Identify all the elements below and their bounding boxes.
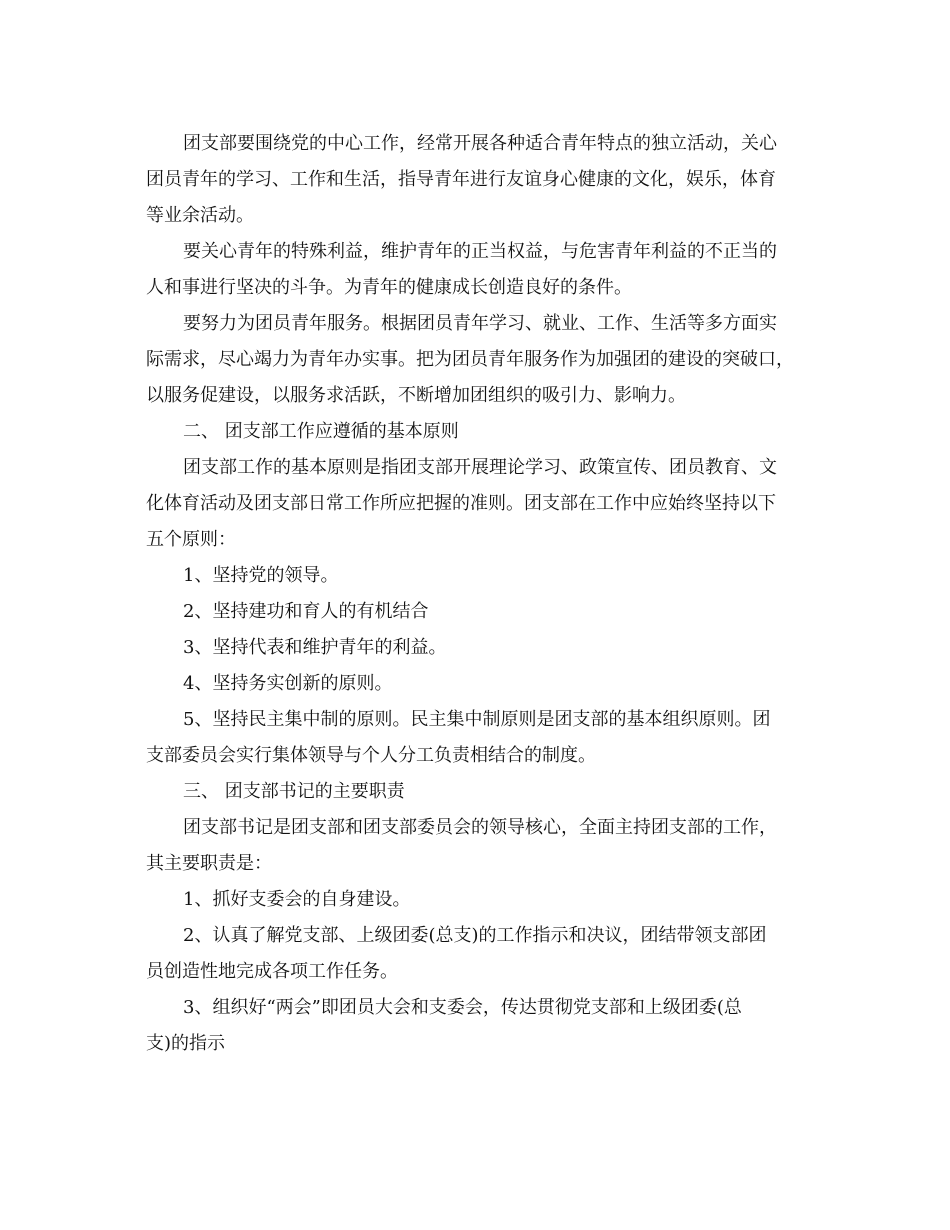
paragraph-2-line-2: 人和事进行坚决的斗争。为青年的健康成长创造良好的条件。 (146, 277, 632, 298)
list-item-duty-2-line-1: 2、认真了解党支部、上级团委(总支)的工作指示和决议，团结带领支部团 (183, 925, 767, 946)
list-item-duty-1: 1、抓好支委会的自身建设。 (183, 889, 411, 910)
paragraph-5-line-2: 其主要职责是： (146, 853, 272, 874)
list-item-principle-3: 3、坚持代表和维护青年的利益。 (183, 637, 447, 658)
section-heading-3: 三、 团支部书记的主要职责 (183, 781, 405, 802)
paragraph-5-line-1: 团支部书记是团支部和团支部委员会的领导核心，全面主持团支部的工作， (183, 817, 777, 838)
paragraph-3-line-3: 以服务促建设，以服务求活跃，不断增加团组织的吸引力、影响力。 (146, 385, 686, 406)
list-item-principle-5-line-2: 支部委员会实行集体领导与个人分工负责相结合的制度。 (146, 745, 596, 766)
paragraph-2-line-1: 要关心青年的特殊利益，维护青年的正当权益，与危害青年利益的不正当的 (183, 241, 777, 262)
list-item-principle-5-line-1: 5、坚持民主集中制的原则。民主集中制原则是团支部的基本组织原则。团 (183, 709, 771, 730)
list-item-duty-2-line-2: 员创造性地完成各项工作任务。 (146, 961, 398, 982)
list-item-duty-3-line-2: 支)的指示 (146, 1033, 226, 1054)
paragraph-1-line-2: 团员青年的学习、工作和生活，指导青年进行友谊身心健康的文化，娱乐，体育 (146, 169, 776, 190)
list-item-principle-1: 1、坚持党的领导。 (183, 565, 339, 586)
list-item-principle-2: 2、坚持建功和育人的有机结合 (183, 601, 429, 622)
paragraph-4-line-2: 化体育活动及团支部日常工作所应把握的准则。团支部在工作中应始终坚持以下 (146, 493, 776, 514)
paragraph-3-line-1: 要努力为团员青年服务。根据团员青年学习、就业、工作、生活等多方面实 (183, 313, 777, 334)
paragraph-4-line-3: 五个原则： (146, 529, 236, 550)
paragraph-3-line-2: 际需求，尽心竭力为青年办实事。把为团员青年服务作为加强团的建设的突破口， (146, 349, 794, 370)
paragraph-4-line-1: 团支部工作的基本原则是指团支部开展理论学习、政策宣传、团员教育、文 (183, 457, 777, 478)
paragraph-1-line-1: 团支部要围绕党的中心工作，经常开展各种适合青年特点的独立活动，关心 (183, 133, 777, 154)
paragraph-1-line-3: 等业余活动。 (146, 205, 254, 226)
list-item-duty-3-line-1: 3、组织好“两会”即团员大会和支委会，传达贯彻党支部和上级团委(总 (183, 997, 742, 1018)
list-item-principle-4: 4、坚持务实创新的原则。 (183, 673, 393, 694)
section-heading-2: 二、 团支部工作应遵循的基本原则 (183, 421, 459, 442)
